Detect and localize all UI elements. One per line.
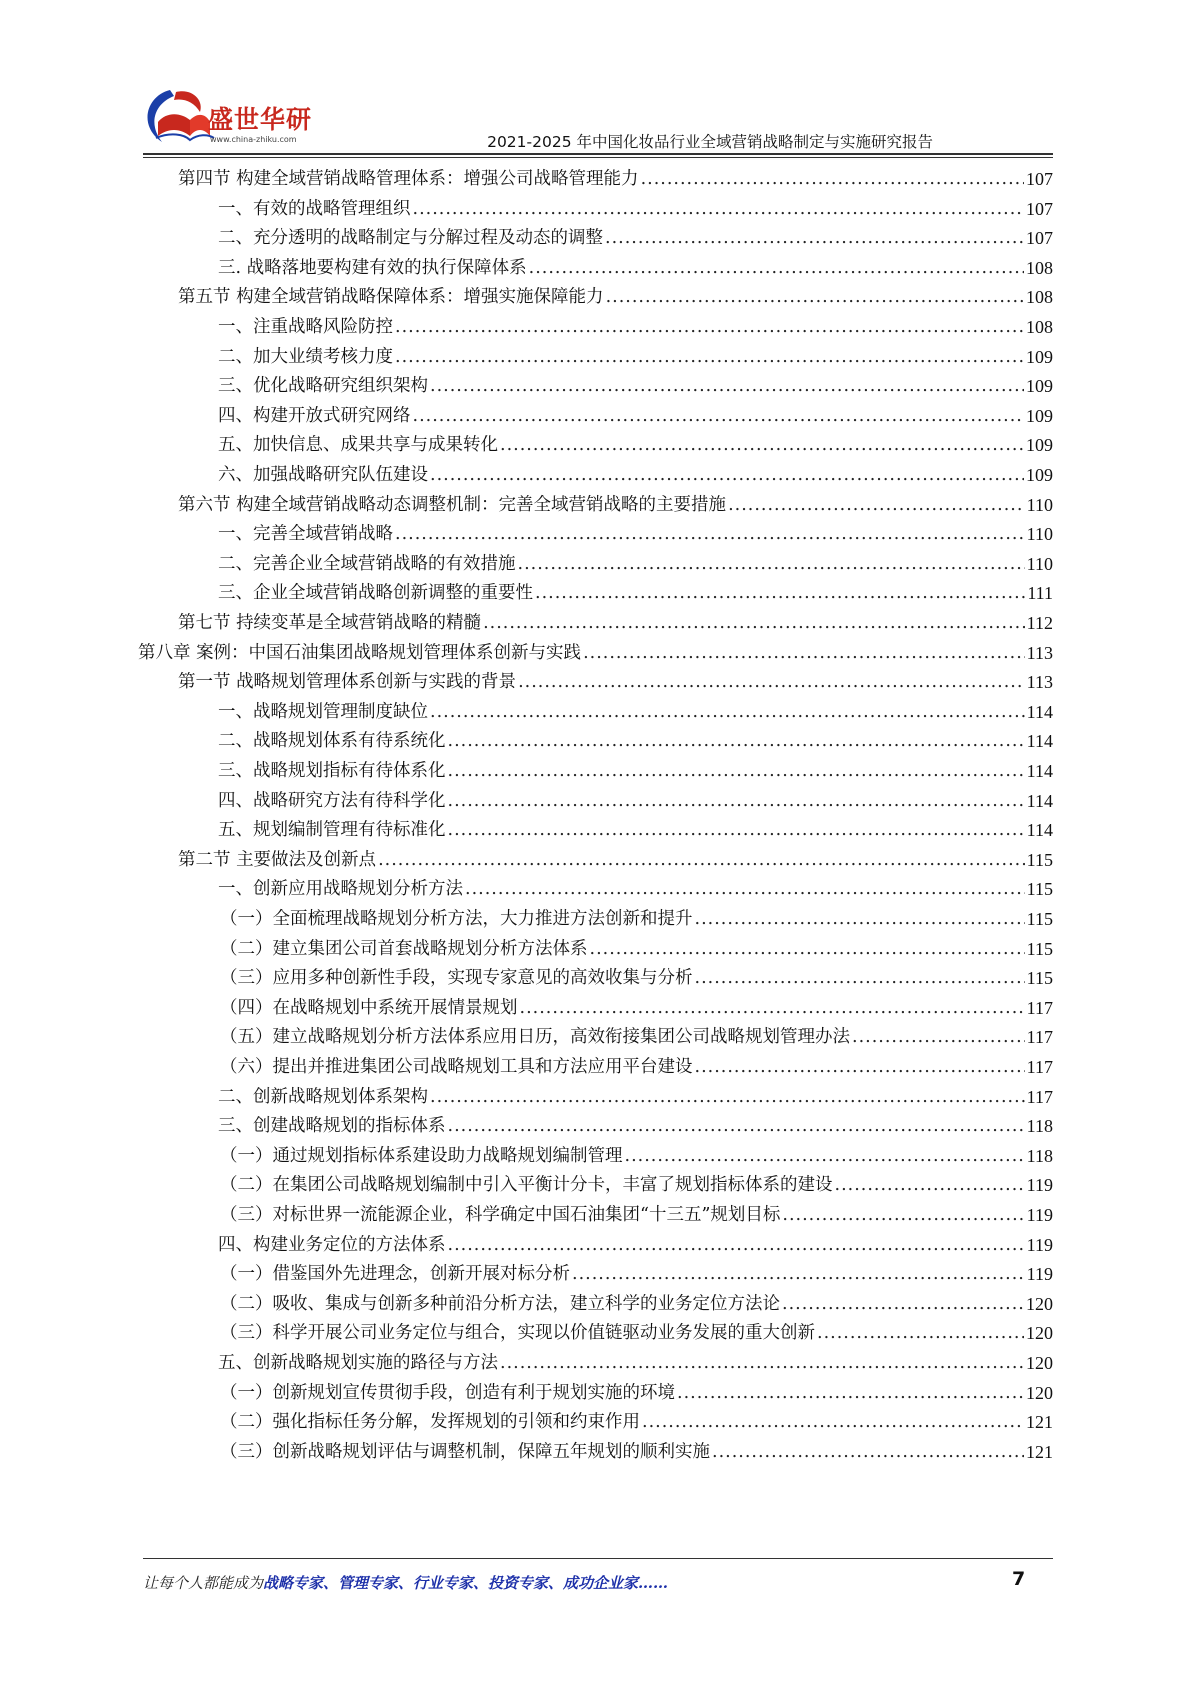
toc-entry[interactable] — [218, 697, 1053, 728]
toc-leader-dots — [448, 815, 1025, 846]
toc-entry-title: 三. 战略落地要构建有效的执行保障体系 — [218, 257, 527, 278]
toc-leader-dots — [430, 371, 1024, 402]
toc-entry[interactable] — [178, 608, 1053, 639]
toc-entry-page: 119 — [1026, 1175, 1053, 1196]
toc-leader-dots — [677, 1378, 1024, 1409]
toc-entry-title: 五、创新战略规划实施的路径与方法 — [218, 1353, 498, 1373]
toc-leader-dots — [413, 401, 1025, 432]
toc-entry[interactable] — [220, 1289, 1053, 1320]
toc-entry-title: （二）建立集团公司首套战略规划分析方法体系 — [220, 938, 588, 959]
toc-entry[interactable] — [218, 756, 1053, 787]
toc-entry-title: （五）建立战略规划分析方法体系应用日历，高效衔接集团公司战略规划管理办法 — [220, 1027, 850, 1048]
toc-entry-page: 118 — [1026, 1145, 1053, 1166]
toc-entry[interactable] — [220, 1318, 1053, 1349]
toc-entry[interactable] — [220, 904, 1053, 935]
toc-leader-dots — [448, 726, 1025, 757]
logo-url: www.china-zhiku.com — [210, 135, 297, 144]
toc-entry-title: 二、完善企业全域营销战略的有效措施 — [218, 553, 516, 574]
toc-entry[interactable] — [220, 1200, 1053, 1231]
toc-entry-title: 三、战略规划指标有待体系化 — [218, 761, 446, 781]
toc-entry-page: 114 — [1026, 731, 1053, 752]
toc-entry[interactable] — [218, 549, 1053, 580]
toc-entry-page: 120 — [1026, 1353, 1053, 1373]
toc-entry-title: 第七节 持续变革是全域营销战略的精髓 — [178, 613, 482, 633]
toc-entry-title: 三、企业全域营销战略创新调整的重要性 — [218, 583, 533, 604]
toc-entry-title: 五、规划编制管理有待标准化 — [218, 820, 446, 841]
toc-leader-dots — [448, 1230, 1025, 1261]
toc-entry-page: 115 — [1026, 849, 1053, 870]
toc-leader-dots — [395, 312, 1024, 343]
toc-entry-title: 三、创建战略规划的指标体系 — [218, 1116, 446, 1137]
toc-entry-page: 112 — [1026, 613, 1053, 633]
toc-entry-page: 120 — [1026, 1293, 1053, 1314]
slogan-prefix: 让每个人都能成为 — [143, 1574, 264, 1592]
toc-leader-dots — [782, 1200, 1024, 1231]
toc-entry[interactable] — [218, 519, 1053, 550]
toc-leader-dots — [695, 963, 1025, 994]
toc-entry[interactable] — [220, 1407, 1053, 1438]
toc-leader-dots — [430, 697, 1025, 728]
toc-entry-title: 四、构建开放式研究网络 — [218, 405, 411, 426]
toc-entry-page: 114 — [1026, 820, 1053, 841]
toc-entry[interactable] — [218, 874, 1053, 905]
toc-entry-title: 一、战略规划管理制度缺位 — [218, 701, 428, 722]
toc-leader-dots — [606, 282, 1024, 313]
toc-entry-page: 117 — [1026, 1027, 1053, 1048]
toc-leader-dots — [641, 164, 1024, 195]
toc-entry-page: 107 — [1026, 169, 1053, 189]
header-divider-thin — [143, 157, 1053, 158]
toc-leader-dots — [518, 549, 1025, 580]
toc-entry-page: 119 — [1026, 1234, 1053, 1255]
toc-leader-dots — [465, 874, 1025, 905]
toc-entry-title: （三）应用多种创新性手段，实现专家意见的高效收集与分析 — [220, 968, 693, 989]
toc-entry-page: 110 — [1026, 524, 1053, 545]
toc-entry-page: 108 — [1026, 317, 1053, 337]
toc-entry-title: 五、加快信息、成果共享与成果转化 — [218, 435, 498, 456]
toc-entry-page: 110 — [1026, 494, 1053, 515]
toc-leader-dots — [378, 845, 1025, 876]
toc-leader-dots — [590, 934, 1025, 965]
toc-entry-page: 117 — [1026, 997, 1053, 1018]
toc-entry[interactable] — [220, 1259, 1053, 1290]
toc-leader-dots — [448, 786, 1025, 817]
toc-leader-dots — [430, 1082, 1025, 1113]
toc-leader-dots — [500, 1348, 1024, 1379]
toc-leader-dots — [395, 519, 1025, 550]
toc-leader-dots — [448, 756, 1025, 787]
toc-entry-title: 三、优化战略研究组织架构 — [218, 376, 428, 397]
toc-entry-title: （二）强化指标任务分解，发挥规划的引领和约束作用 — [220, 1412, 640, 1433]
toc-entry-page: 109 — [1026, 346, 1053, 367]
toc-entry[interactable] — [218, 786, 1053, 817]
toc-entry[interactable] — [178, 667, 1053, 698]
toc-entry[interactable] — [220, 993, 1053, 1024]
toc-entry[interactable] — [220, 1141, 1053, 1172]
toc-leader-dots — [642, 1407, 1024, 1438]
toc-leader-dots — [728, 490, 1025, 521]
toc-entry[interactable] — [218, 194, 1053, 225]
toc-entry[interactable] — [218, 342, 1053, 373]
toc-entry[interactable] — [218, 1348, 1053, 1379]
toc-entry-page: 120 — [1026, 1382, 1053, 1403]
toc-entry[interactable] — [218, 430, 1053, 461]
toc-entry-title: 四、战略研究方法有待科学化 — [218, 790, 446, 811]
toc-entry-title: （一）通过规划指标体系建设助力战略规划编制管理 — [220, 1145, 623, 1166]
toc-entry[interactable] — [220, 963, 1053, 994]
toc-entry-title: 四、构建业务定位的方法体系 — [218, 1234, 446, 1255]
toc-entry[interactable] — [218, 371, 1053, 402]
toc-entry-page: 109 — [1026, 435, 1053, 456]
toc-entry-title: 二、创新战略规划体系架构 — [218, 1086, 428, 1107]
toc-entry-page: 114 — [1026, 790, 1053, 811]
toc-entry-title: 第四节 构建全域营销战略管理体系：增强公司战略管理能力 — [178, 169, 639, 189]
toc-entry[interactable] — [220, 1378, 1053, 1409]
toc-entry-title: 第六节 构建全域营销战略动态调整机制：完善全域营销战略的主要措施 — [178, 494, 727, 515]
toc-entry[interactable] — [218, 1111, 1053, 1142]
toc-entry[interactable] — [220, 934, 1053, 965]
toc-entry-page: 119 — [1026, 1205, 1053, 1225]
toc-entry[interactable] — [220, 1022, 1053, 1053]
toc-entry-page: 115 — [1026, 938, 1053, 959]
toc-leader-dots — [448, 1111, 1025, 1142]
footer-slogan — [143, 1572, 668, 1593]
toc-leader-dots — [430, 460, 1024, 491]
toc-entry-page: 118 — [1026, 1116, 1053, 1137]
toc-entry[interactable] — [220, 1437, 1053, 1468]
toc-entry[interactable] — [218, 815, 1053, 846]
toc-leader-dots — [518, 667, 1025, 698]
toc-entry[interactable] — [220, 1052, 1053, 1083]
toc-leader-dots — [835, 1170, 1025, 1201]
toc-entry-title: （六）提出并推进集团公司战略规划工具和方法应用平台建设 — [220, 1057, 693, 1077]
toc-entry-title: （一）借鉴国外先进理念，创新开展对标分析 — [220, 1264, 570, 1285]
toc-leader-dots — [413, 194, 1025, 225]
toc-entry-title: 第一节 战略规划管理体系创新与实践的背景 — [178, 672, 517, 693]
toc-entry-page: 115 — [1026, 909, 1053, 929]
toc-entry-page: 109 — [1026, 405, 1053, 426]
toc-entry[interactable] — [178, 282, 1053, 313]
toc-entry-page: 113 — [1026, 672, 1053, 693]
toc-entry-title: （三）对标世界一流能源企业，科学确定中国石油集团“十三五”规划目标 — [220, 1205, 781, 1225]
toc-entry-title: 二、加大业绩考核力度 — [218, 346, 393, 367]
toc-entry-page: 115 — [1026, 968, 1053, 989]
toc-entry-title: 二、战略规划体系有待系统化 — [218, 731, 446, 752]
toc-entry-title: （四）在战略规划中系统开展情景规划 — [220, 997, 518, 1018]
toc-leader-dots — [605, 223, 1024, 254]
toc-entry-title: （三）创新战略规划评估与调整机制，保障五年规划的顺利实施 — [220, 1441, 710, 1462]
toc-entry[interactable] — [178, 845, 1053, 876]
toc-entry[interactable] — [218, 578, 1053, 609]
toc-entry[interactable] — [218, 1082, 1053, 1113]
toc-entry-page: 113 — [1026, 642, 1053, 663]
document-title: 2021-2025 年中国化妆品行业全域营销战略制定与实施研究报告 — [487, 133, 933, 151]
slogan-highlight: 战略专家、管理专家、行业专家、投资专家、成功企业家…… — [263, 1574, 669, 1592]
toc-leader-dots — [535, 578, 1025, 609]
toc-leader-dots — [529, 253, 1024, 284]
toc-leader-dots — [782, 1289, 1024, 1320]
toc-entry[interactable] — [218, 726, 1053, 757]
toc-entry-title: 一、有效的战略管理组织 — [218, 198, 411, 219]
toc-entry-title: （一）创新规划宣传贯彻手段，创造有利于规划实施的环境 — [220, 1382, 675, 1403]
toc-entry[interactable] — [218, 253, 1053, 284]
toc-leader-dots — [483, 608, 1025, 639]
toc-entry[interactable] — [218, 223, 1053, 254]
toc-entry[interactable] — [220, 1170, 1053, 1201]
toc-entry[interactable] — [218, 401, 1053, 432]
toc-entry-title: 第二节 主要做法及创新点 — [178, 849, 377, 870]
toc-entry[interactable] — [218, 312, 1053, 343]
logo-text: 盛世华研 — [208, 105, 313, 134]
header-divider — [143, 153, 1053, 155]
toc-entry-page: 108 — [1026, 287, 1053, 308]
toc-entry-page: 114 — [1026, 701, 1053, 722]
toc-entry-title: （一）全面梳理战略规划分析方法，大力推进方法创新和提升 — [220, 909, 693, 929]
toc-entry-page: 115 — [1026, 879, 1053, 900]
toc-leader-dots — [695, 904, 1025, 935]
toc-entry[interactable] — [218, 460, 1053, 491]
toc-entry-page: 107 — [1026, 228, 1053, 249]
toc-leader-dots — [852, 1022, 1025, 1053]
toc-leader-dots — [500, 430, 1024, 461]
footer-divider — [143, 1558, 1053, 1559]
toc-entry-title: 一、创新应用战略规划分析方法 — [218, 879, 463, 900]
toc-entry-page: 108 — [1026, 257, 1053, 278]
toc-entry-page: 111 — [1027, 583, 1053, 604]
toc-entry-page: 120 — [1026, 1323, 1053, 1344]
toc-entry-title: 一、完善全域营销战略 — [218, 524, 393, 545]
toc-entry-page: 107 — [1026, 198, 1053, 219]
toc-entry-page: 109 — [1026, 465, 1053, 485]
toc-leader-dots — [572, 1259, 1025, 1290]
toc-entry-page: 121 — [1026, 1441, 1053, 1462]
toc-leader-dots — [583, 638, 1025, 669]
toc-leader-dots — [520, 993, 1025, 1024]
toc-entry-page: 121 — [1026, 1412, 1053, 1433]
toc-entry[interactable] — [138, 638, 1053, 669]
toc-leader-dots — [395, 342, 1024, 373]
toc-entry-page: 110 — [1026, 553, 1053, 574]
toc-entry-title: 二、充分透明的战略制定与分解过程及动态的调整 — [218, 228, 603, 249]
toc-entry[interactable] — [178, 164, 1053, 195]
toc-entry[interactable] — [218, 1230, 1053, 1261]
toc-entry-page: 117 — [1026, 1057, 1053, 1077]
toc-entry-page: 117 — [1026, 1086, 1053, 1107]
toc-entry-page: 114 — [1026, 761, 1053, 781]
toc-entry-title: 六、加强战略研究队伍建设 — [218, 465, 428, 485]
toc-leader-dots — [817, 1318, 1024, 1349]
toc-entry-title: 一、注重战略风险防控 — [218, 317, 393, 337]
toc-entry-title: （三）科学开展公司业务定位与组合，实现以价值链驱动业务发展的重大创新 — [220, 1323, 815, 1344]
toc-entry-page: 109 — [1026, 376, 1053, 397]
toc-leader-dots — [695, 1052, 1025, 1083]
toc-entry-title: （二）在集团公司战略规划编制中引入平衡计分卡，丰富了规划指标体系的建设 — [220, 1175, 833, 1196]
page-number: 7 — [1012, 1568, 1026, 1590]
toc-entry-page: 119 — [1026, 1264, 1053, 1285]
toc-entry-title: 第五节 构建全域营销战略保障体系：增强实施保障能力 — [178, 287, 604, 308]
toc-entry-title: 第八章 案例：中国石油集团战略规划管理体系创新与实践 — [138, 642, 582, 663]
toc-leader-dots — [625, 1141, 1025, 1172]
toc-leader-dots — [712, 1437, 1024, 1468]
toc-entry[interactable] — [178, 490, 1053, 521]
toc-entry-title: （二）吸收、集成与创新多种前沿分析方法，建立科学的业务定位方法论 — [220, 1293, 780, 1314]
